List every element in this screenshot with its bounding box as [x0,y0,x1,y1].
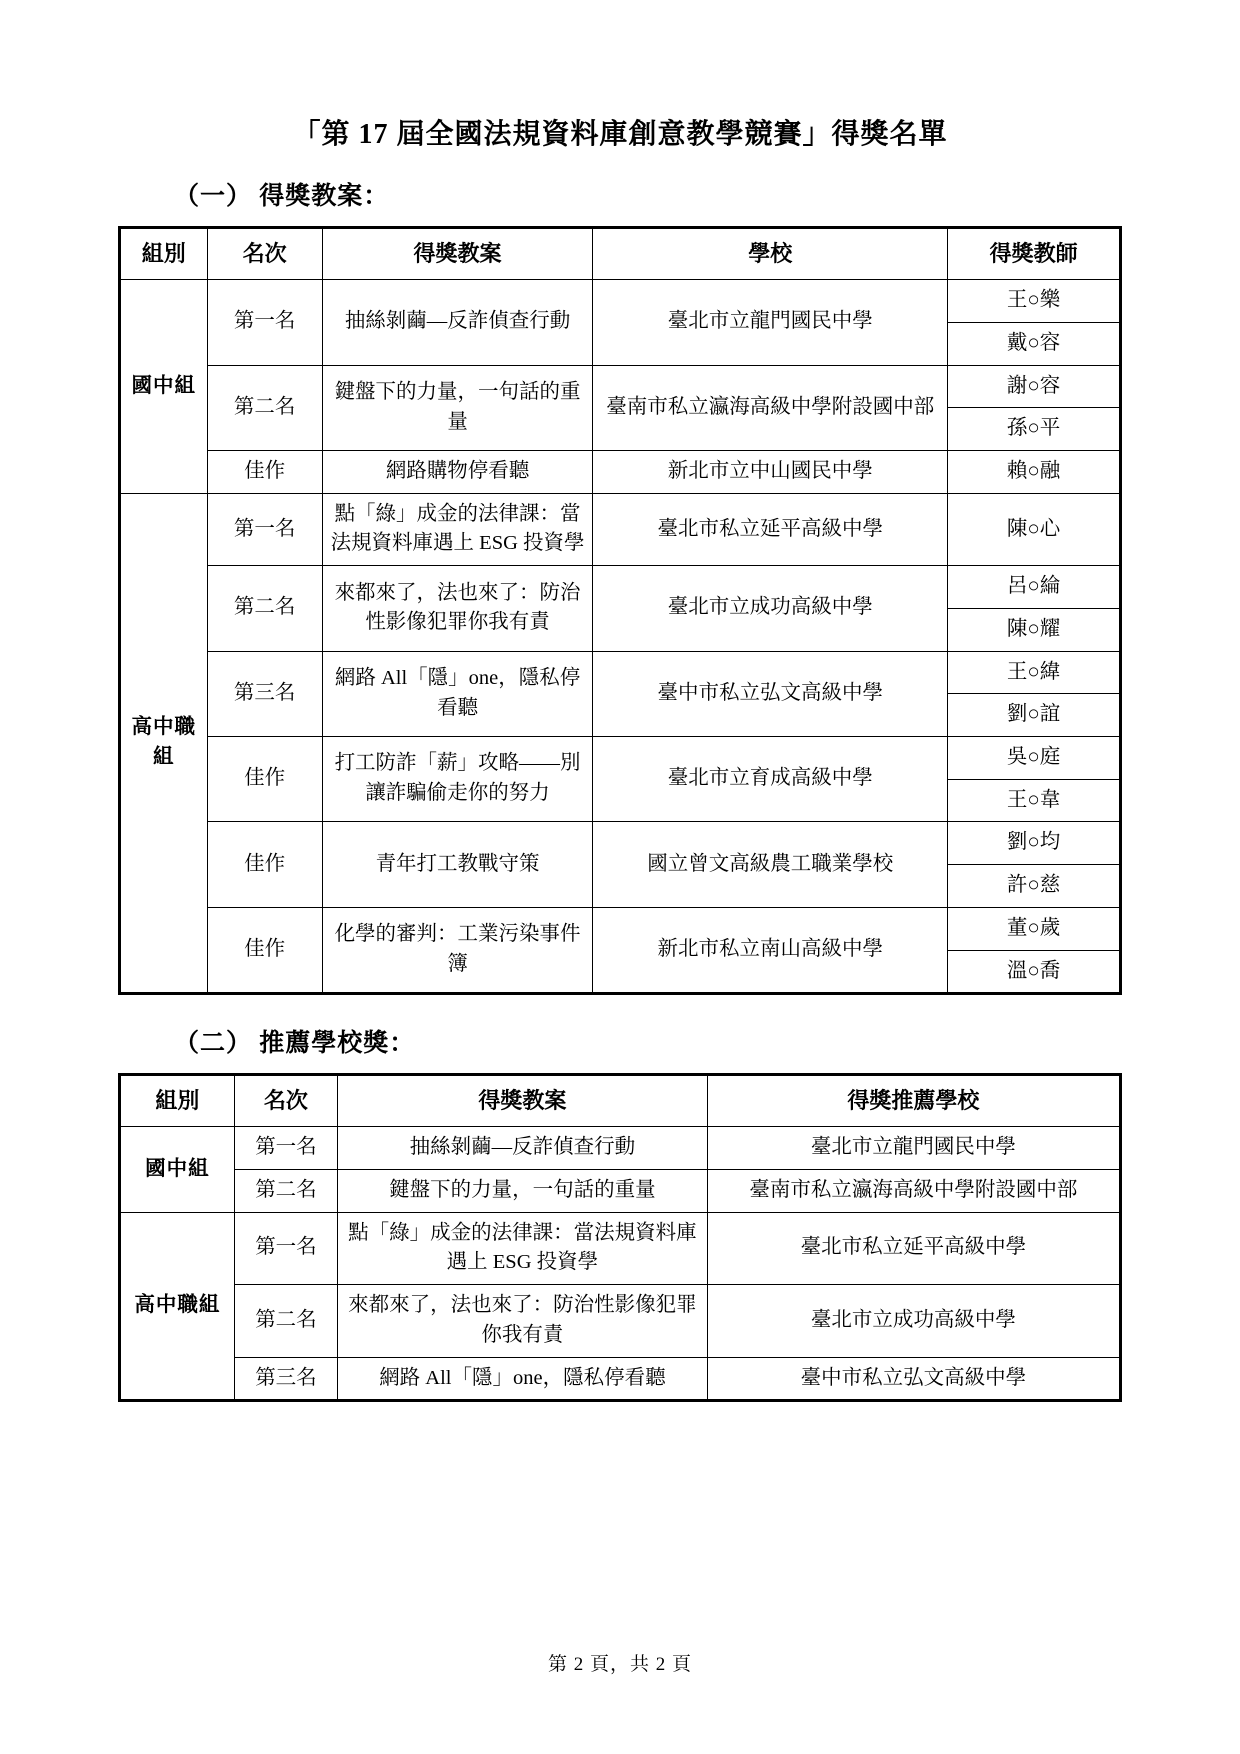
cell-rank: 第二名 [207,365,322,450]
cell-school: 新北市立中山國民中學 [593,450,948,493]
cell-teacher: 王○緯 [948,651,1121,694]
cell-teacher: 孫○平 [948,408,1121,451]
cell-lesson: 抽絲剝繭—反詐偵查行動 [338,1127,708,1170]
column-header-recommended-school: 得獎推薦學校 [707,1075,1120,1127]
section-spacer [118,995,1122,1023]
cell-group: 高中職組 [120,493,208,994]
cell-teacher: 溫○喬 [948,950,1121,994]
cell-school: 國立曾文高級農工職業學校 [593,822,948,907]
cell-rank: 佳作 [207,907,322,993]
cell-rank: 第二名 [207,566,322,651]
cell-rank: 佳作 [207,450,322,493]
cell-teacher: 劉○均 [948,822,1121,865]
cell-teacher: 賴○融 [948,450,1121,493]
page-title: 「第 17 屆全國法規資料庫創意教學競賽」得獎名單 [292,119,948,150]
cell-group: 國中組 [120,280,208,494]
recommended-schools-table [118,1073,1122,1402]
table-row [120,1285,1121,1357]
column-header-school: 學校 [593,228,948,280]
awarded-lessons-table [118,226,1122,995]
cell-school: 臺北市立成功高級中學 [593,566,948,651]
page-footer: 第 2 頁，共 2 頁 [547,1654,692,1675]
cell-teacher: 戴○容 [948,322,1121,365]
column-header-group: 組別 [120,1075,235,1127]
cell-rank: 第三名 [207,651,322,736]
cell-rank: 第三名 [234,1357,337,1401]
cell-school: 臺北市立龍門國民中學 [707,1127,1120,1170]
cell-teacher: 劉○誼 [948,694,1121,737]
cell-school: 臺南市私立瀛海高級中學附設國中部 [707,1169,1120,1212]
table-row [120,365,1121,408]
cell-lesson: 打工防詐「薪」攻略——別讓詐騙偷走你的努力 [322,736,593,821]
cell-teacher: 謝○容 [948,365,1121,408]
cell-teacher: 王○韋 [948,779,1121,822]
table-header-row [120,228,1121,280]
cell-teacher: 王○樂 [948,280,1121,323]
table-row [120,566,1121,609]
cell-school: 臺北市立龍門國民中學 [593,280,948,365]
cell-school: 臺北市立成功高級中學 [707,1285,1120,1357]
cell-lesson: 青年打工教戰守策 [322,822,593,907]
table-row [120,822,1121,865]
cell-rank: 第一名 [207,493,322,565]
column-header-lesson: 得獎教案 [322,228,593,280]
cell-rank: 第一名 [234,1127,337,1170]
cell-school: 臺中市私立弘文高級中學 [593,651,948,736]
cell-teacher: 呂○綸 [948,566,1121,609]
cell-school: 臺南市私立瀛海高級中學附設國中部 [593,365,948,450]
table-row [120,1169,1121,1212]
section-heading-recommended-schools: （二） 推薦學校獎： [174,1030,416,1058]
cell-teacher: 陳○耀 [948,608,1121,651]
column-header-group: 組別 [120,228,208,280]
cell-school: 新北市私立南山高級中學 [593,907,948,993]
cell-lesson: 來都來了，法也來了：防治性影像犯罪你我有責 [338,1285,708,1357]
cell-lesson: 點「綠」成金的法律課：當法規資料庫遇上 ESG 投資學 [322,493,593,565]
cell-lesson: 化學的審判：工業污染事件簿 [322,907,593,993]
cell-teacher: 董○歲 [948,907,1121,950]
table-row [120,736,1121,779]
cell-rank: 第二名 [234,1169,337,1212]
cell-school: 臺中市私立弘文高級中學 [707,1357,1120,1401]
cell-teacher: 陳○心 [948,493,1121,565]
cell-rank: 第一名 [234,1212,337,1284]
cell-lesson: 網路 All「隱」one，隱私停看聽 [338,1357,708,1401]
cell-rank: 佳作 [207,736,322,821]
table-row [120,907,1121,950]
table-header-row [120,1075,1121,1127]
cell-lesson: 網路購物停看聽 [322,450,593,493]
cell-lesson: 抽絲剝繭—反詐偵查行動 [322,280,593,365]
cell-school: 臺北市私立延平高級中學 [707,1212,1120,1284]
cell-lesson: 鍵盤下的力量，一句話的重量 [338,1169,708,1212]
cell-school: 臺北市立育成高級中學 [593,736,948,821]
cell-group: 高中職組 [120,1212,235,1401]
column-header-rank: 名次 [207,228,322,280]
cell-rank: 第二名 [234,1285,337,1357]
table-row [120,493,1121,565]
column-header-lesson: 得獎教案 [338,1075,708,1127]
column-header-rank: 名次 [234,1075,337,1127]
section-heading-awarded-lessons: （一） 得獎教案： [174,183,390,211]
cell-teacher: 吳○庭 [948,736,1121,779]
cell-lesson: 網路 All「隱」one，隱私停看聽 [322,651,593,736]
table-row [120,450,1121,493]
cell-rank: 佳作 [207,822,322,907]
cell-teacher: 許○慈 [948,865,1121,908]
table-row [120,1212,1121,1284]
table-row [120,1127,1121,1170]
cell-lesson: 點「綠」成金的法律課：當法規資料庫遇上 ESG 投資學 [338,1212,708,1284]
table-row [120,1357,1121,1401]
cell-rank: 第一名 [207,280,322,365]
column-header-teacher: 得獎教師 [948,228,1121,280]
cell-lesson: 鍵盤下的力量，一句話的重量 [322,365,593,450]
cell-group: 國中組 [120,1127,235,1212]
table-row [120,651,1121,694]
table-row [120,280,1121,323]
cell-school: 臺北市私立延平高級中學 [593,493,948,565]
cell-lesson: 來都來了，法也來了：防治性影像犯罪你我有責 [322,566,593,651]
